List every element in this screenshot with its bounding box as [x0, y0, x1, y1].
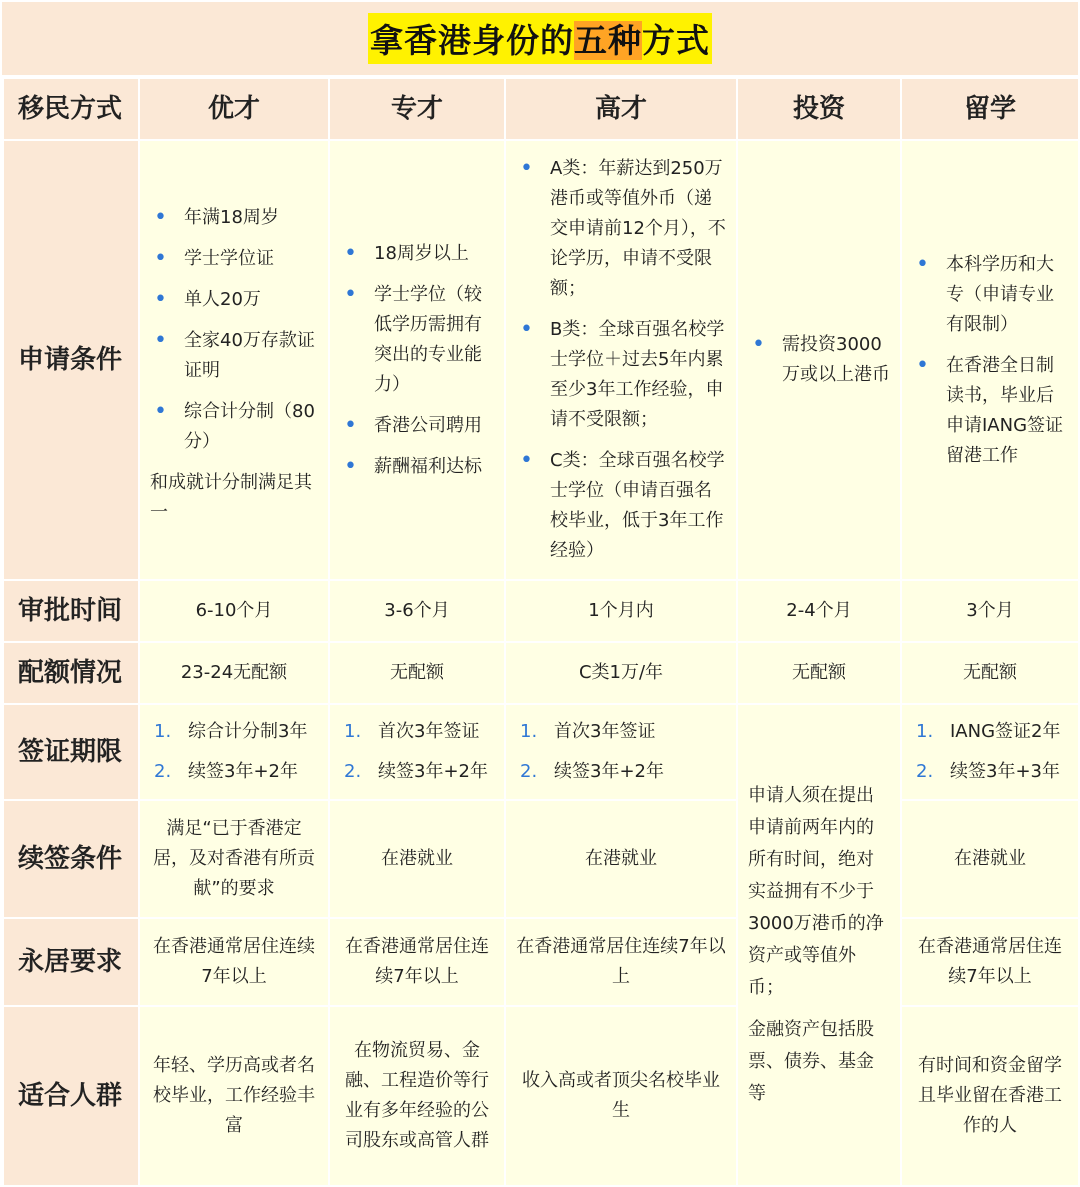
bullet-list — [516, 154, 726, 566]
cell-approval-liuxue: 3个月 — [901, 580, 1079, 642]
cell-conditions-youcai — [139, 140, 329, 580]
list-item — [516, 717, 726, 747]
corner-header: 移民方式 — [3, 78, 139, 140]
cell-visa-liuxue — [901, 704, 1079, 800]
row-label-visa: 签证期限 — [3, 704, 139, 800]
numbered-list — [516, 717, 726, 787]
bullet-list — [150, 203, 318, 457]
list-item: • 单人20万 — [150, 285, 318, 315]
row-label-approval: 审批时间 — [3, 580, 139, 642]
cell-conditions-zhuancai — [329, 140, 505, 580]
cell-conditions-touzi — [737, 140, 901, 580]
cell-suitable-youcai: 年轻、学历高或者名校毕业，工作经验丰富 — [139, 1006, 329, 1186]
list-item: • 学士学位证 — [150, 244, 318, 274]
title-prefix: 拿香港身份的 — [370, 21, 574, 60]
touzi-assets-note: 金融资产包括股票、债券、基金等 — [748, 1019, 874, 1104]
list-item — [150, 757, 318, 787]
row-label-suitable: 适合人群 — [3, 1006, 139, 1186]
cell-approval-gaocai: 1个月内 — [505, 580, 737, 642]
list-item: • 全家40万存款证证明 — [150, 326, 318, 386]
list-text: IANG签证2年 — [950, 721, 1061, 742]
cell-quota-gaocai: C类1万/年 — [505, 642, 737, 704]
title-suffix: 方式 — [642, 21, 710, 60]
list-item: • 年满18周岁 — [150, 203, 318, 233]
row-label-renewal: 续签条件 — [3, 800, 139, 918]
list-number: 2. — [916, 761, 934, 782]
list-number: 2. — [154, 761, 172, 782]
list-item: • 综合计分制（80分） — [150, 397, 318, 457]
cell-renewal-zhuancai: 在港就业 — [329, 800, 505, 918]
list-text: 续签3年+2年 — [188, 761, 298, 782]
list-text: 续签3年+2年 — [378, 761, 488, 782]
cell-permanent-youcai: 在香港通常居住连续7年以上 — [139, 918, 329, 1006]
bullet-list — [340, 239, 494, 482]
list-number: 1. — [344, 721, 362, 742]
cell-permanent-zhuancai: 在香港通常居住连续7年以上 — [329, 918, 505, 1006]
row-conditions — [3, 140, 1079, 580]
cell-renewal-gaocai: 在港就业 — [505, 800, 737, 918]
list-item — [912, 757, 1068, 787]
list-item — [150, 717, 318, 747]
cell-renewal-liuxue: 在港就业 — [901, 800, 1079, 918]
list-item: • 本科学历和大专（申请专业有限制） — [912, 250, 1068, 340]
list-item — [912, 717, 1068, 747]
cell-permanent-liuxue: 在香港通常居住连续7年以上 — [901, 918, 1079, 1006]
list-item: • 薪酬福利达标 — [340, 452, 494, 482]
comparison-table — [2, 77, 1080, 1187]
cell-conditions-gaocai — [505, 140, 737, 580]
cell-suitable-zhuancai: 在物流贸易、金融、工程造价等行业有多年经验的公司股东或高管人群 — [329, 1006, 505, 1186]
cell-visa-gaocai — [505, 704, 737, 800]
cell-suitable-liuxue: 有时间和资金留学且毕业留在香港工作的人 — [901, 1006, 1079, 1186]
header-row — [3, 78, 1079, 140]
cell-conditions-liuxue — [901, 140, 1079, 580]
list-number: 1. — [916, 721, 934, 742]
list-item: • B类：全球百强名校学士学位＋过去5年内累至少3年工作经验，申请不受限额； — [516, 315, 726, 435]
list-number: 1. — [154, 721, 172, 742]
list-item: • 需投资3000万或以上港币 — [748, 330, 890, 390]
bullet-list — [748, 330, 890, 390]
numbered-list — [340, 717, 494, 787]
row-label-permanent: 永居要求 — [3, 918, 139, 1006]
list-item: • 在香港全日制读书，毕业后申请IANG签证留港工作 — [912, 351, 1068, 471]
numbered-list — [150, 717, 318, 787]
list-item — [516, 757, 726, 787]
cell-suitable-gaocai: 收入高或者顶尖名校毕业生 — [505, 1006, 737, 1186]
list-number: 1. — [520, 721, 538, 742]
list-text: 续签3年+2年 — [554, 761, 664, 782]
cell-approval-zhuancai: 3-6个月 — [329, 580, 505, 642]
list-text: 续签3年+3年 — [950, 761, 1060, 782]
cell-quota-liuxue: 无配额 — [901, 642, 1079, 704]
list-item: • C类：全球百强名校学士学位（申请百强名校毕业，低于3年工作经验） — [516, 446, 726, 566]
list-text: 首次3年签证 — [554, 721, 656, 742]
cell-quota-zhuancai: 无配额 — [329, 642, 505, 704]
list-item: • 18周岁以上 — [340, 239, 494, 269]
list-item: • 学士学位（较低学历需拥有突出的专业能力） — [340, 280, 494, 400]
cell-visa-zhuancai — [329, 704, 505, 800]
title-bar — [2, 2, 1078, 75]
cell-permanent-gaocai: 在香港通常居住连续7年以上 — [505, 918, 737, 1006]
conditions-note: 和成就计分制满足其一 — [150, 472, 312, 523]
row-quota — [3, 642, 1079, 704]
row-visa — [3, 704, 1079, 800]
row-permanent — [3, 918, 1079, 1006]
touzi-requirement: 申请人须在提出申请前两年内的所有时间，绝对实益拥有不少于3000万港币的净资产或等值外币； — [748, 785, 884, 998]
list-item: • A类：年薪达到250万港币或等值外币（递交申请前12个月），不论学历，申请不受限额； — [516, 154, 726, 304]
col-header-youcai: 优才 — [139, 78, 329, 140]
title-accent: 五种 — [574, 21, 642, 60]
row-label-quota: 配额情况 — [3, 642, 139, 704]
list-number: 2. — [344, 761, 362, 782]
page-title — [368, 13, 712, 64]
row-renewal — [3, 800, 1079, 918]
list-number: 2. — [520, 761, 538, 782]
list-item — [340, 717, 494, 747]
cell-touzi-merged — [737, 704, 901, 1186]
cell-quota-touzi: 无配额 — [737, 642, 901, 704]
col-header-zhuancai: 专才 — [329, 78, 505, 140]
row-suitable — [3, 1006, 1079, 1186]
row-approval — [3, 580, 1079, 642]
cell-renewal-youcai: 满足“已于香港定居，及对香港有所贡献”的要求 — [139, 800, 329, 918]
list-item — [340, 757, 494, 787]
numbered-list — [912, 717, 1068, 787]
cell-quota-youcai: 23-24无配额 — [139, 642, 329, 704]
col-header-touzi: 投资 — [737, 78, 901, 140]
cell-approval-touzi: 2-4个月 — [737, 580, 901, 642]
cell-visa-youcai — [139, 704, 329, 800]
bullet-list — [912, 250, 1068, 471]
list-text: 综合计分制3年 — [188, 721, 308, 742]
col-header-gaocai: 高才 — [505, 78, 737, 140]
row-label-conditions: 申请条件 — [3, 140, 139, 580]
cell-approval-youcai: 6-10个月 — [139, 580, 329, 642]
list-text: 首次3年签证 — [378, 721, 480, 742]
list-item: • 香港公司聘用 — [340, 411, 494, 441]
col-header-liuxue: 留学 — [901, 78, 1079, 140]
